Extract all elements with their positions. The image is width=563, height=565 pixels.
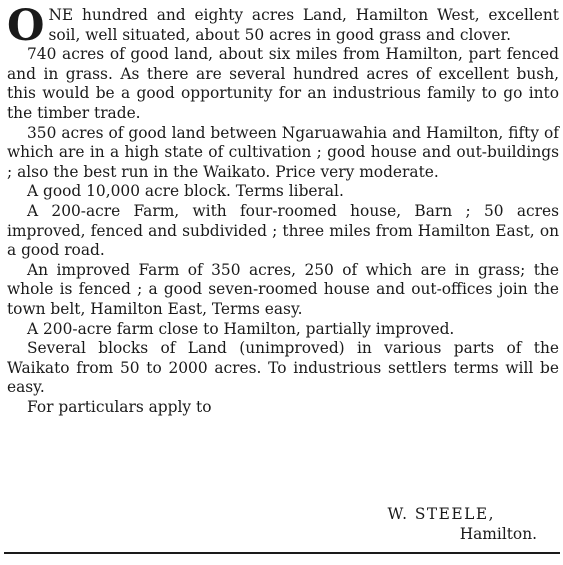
listing-paragraph: A good 10,000 acre block. Terms liberal. [27, 182, 344, 201]
drop-cap: O [7, 1, 45, 51]
listing-paragraph: 740 acres of good land, about six miles from Hamilton, part fenced and in grass. As there are several hundred acres of excellent bush, this would be a good opportunity for an industrious family to go into the timber trade. [7, 45, 559, 122]
signature-place: Hamilton. [459, 525, 537, 543]
listing-paragraph: A 200-acre Farm, with four-roomed house, Barn ; 50 acres improved, fenced and subdivided ; three miles from Hamilton East, on a good road. [7, 201, 559, 260]
lead-paragraph [7, 1, 559, 51]
listing-paragraph: Several blocks of Land (unimproved) in various parts of the Waikato from 50 to 2000 acres. To industrious settlers terms will be easy. [7, 339, 559, 397]
lead-paragraph-text: NE hundred and eighty acres Land, Hamilton West, excellent soil, well situated, about 50 acres in good grass and clover. [48, 6, 559, 44]
bottom-rule [4, 552, 560, 554]
signature-name: W. STEELE, [387, 505, 495, 523]
listing-paragraph: 350 acres of good land between Ngaruawahia and Hamilton, fifty of which are in a high state of cultivation ; good house and out-buildings ; also the best run in the Waikato. Price very moderate. [7, 123, 559, 181]
apply-line: For particulars apply to [27, 397, 212, 416]
listing-paragraph: A 200-acre farm close to Hamilton, partially improved. [27, 319, 455, 338]
advertisement-body [7, 1, 559, 417]
listing-paragraph: An improved Farm of 350 acres, 250 of which are in grass; the whole is fenced ; a good seven-roomed house and out-offices join the town belt, Hamilton East, Terms easy. [7, 260, 559, 318]
